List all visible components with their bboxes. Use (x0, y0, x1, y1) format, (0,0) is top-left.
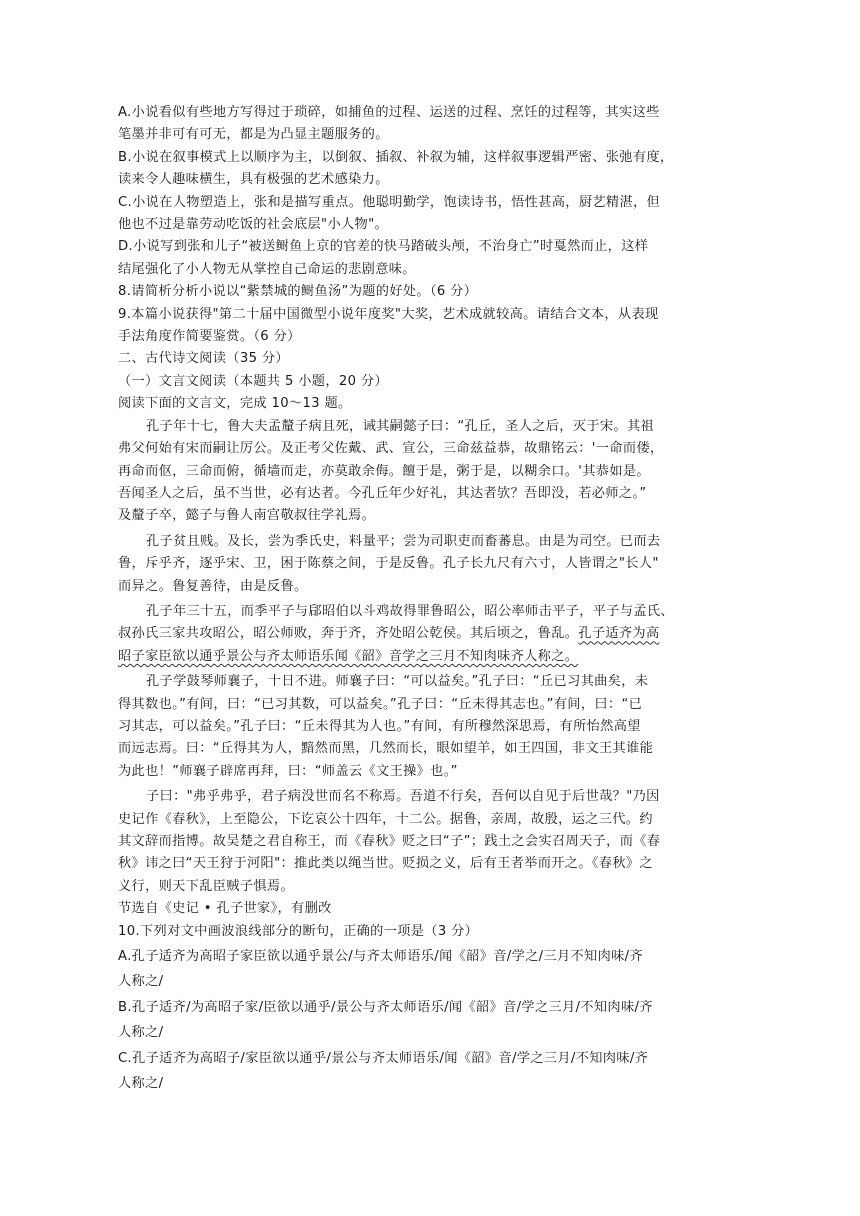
para1-line-2: 弗父何始有宋而嗣让厉公。及正考父佐戴、武、宣公，三命兹益恭，故鼎铭云：'一命而偻， (118, 441, 664, 457)
para5-line-1: 子曰："弗乎弗乎，君子病没世而名不称焉。吾道不行矣，吾何以自见于后世哉？"乃因 (146, 789, 660, 805)
para3-line-3 (118, 646, 740, 668)
option-b-line-1: B.小说在叙事模式上以顺序为主，以倒叙、插叙、补叙为辅，这样叙事逻辑严密、张弛有度， (118, 149, 674, 165)
reading-instruction: 阅读下面的文言文，完成 10～13 题。 (118, 396, 352, 412)
option-c-line-2: 他也不过是靠劳动吃饭的社会底层"小人物"。 (118, 217, 389, 233)
question-9-line-2: 手法角度作简要鉴赏。（6 分） (118, 329, 301, 345)
wavy-underlined-text-cont: 昭子家臣欲以通乎景公与齐太师语乐闻《韶》音学之三月不知肉味齐人称之。 (118, 648, 579, 664)
document-page (118, 102, 740, 1095)
option-b-line-2: 读来令人趣味横生，具有极强的艺术感染力。 (118, 172, 389, 188)
para2-line-3: 而异之。鲁复善待，由是反鲁。 (118, 578, 308, 594)
para1-line-1: 孔子年十七，鲁大夫孟釐子病且死，诫其嗣懿子曰：“孔丘，圣人之后，灭于宋。其祖 (146, 418, 655, 434)
option-d-line-2: 结尾强化了小人物无从掌控自己命运的悲剧意味。 (118, 261, 416, 277)
q10-option-a-line-1: A.孔子适齐为高昭子家臣欲以通乎景公/与齐太师语乐/闻《韶》音/学之/三月不知肉味/齐 (118, 949, 643, 965)
q10-option-c-line-2: 人称之/ (118, 1076, 164, 1092)
question-9-line-1: 9.本篇小说获得"第二十届中国微型小说年度奖"大奖，艺术成就较高。请结合文本，从表现 (118, 306, 659, 322)
para5-line-3: 其文辞而指博。故吴楚之君自称王，而《春秋》贬之曰“子”；践土之会实召周天子，而《春 (118, 834, 661, 849)
option-a-line-2: 笔墨并非可有可无，都是为凸显主题服务的。 (118, 127, 389, 143)
para5-line-2: 史记作《春秋》，上至隐公，下讫哀公十四年，十二公。据鲁，亲周，故殷，运之三代。约 (118, 811, 653, 827)
para1-line-5: 及釐子卒，懿子与鲁人南宫敬叔往学礼焉。 (118, 508, 376, 524)
section-heading-classical: 二、古代诗文阅读（35 分） (118, 351, 289, 367)
subsection-heading-prose: （一）文言文阅读（本题共 5 小题，20 分） (118, 373, 388, 389)
para2-line-1: 孔子贫且贱。及长，尝为季氏史，料量平；尝为司职吏而畜蕃息。由是为司空。已而去 (146, 533, 661, 549)
para2-line-2: 鲁，斥乎齐，逐乎宋、卫，困于陈蔡之间，于是反鲁。孔子长九尺有六寸，人皆谓之"长人" (118, 556, 659, 572)
question-10: 10.下列对文中画波浪线部分的断句，正确的一项是（3 分） (118, 923, 479, 939)
option-d-line-1: D.小说写到张和儿子“被送鲥鱼上京的官差的快马踏破头颅，不治身亡”时戛然而止，这样 (118, 239, 649, 255)
option-a-line-1: A.小说看似有些地方写得过于琐碎，如捕鱼的过程、运送的过程、烹饪的过程等，其实这些 (118, 105, 660, 120)
para5-line-5: 义行，则天下乱臣贼子惧焉。 (118, 878, 294, 894)
q10-option-b-line-2: 人称之/ (118, 1025, 164, 1041)
q10-option-b-line-1: B.孔子适齐/为高昭子家/臣欲以通乎/景公与齐太师语乐/闻《韶》音/学之三月/不知肉味/齐 (118, 999, 653, 1015)
option-c-line-1: C.小说在人物塑造上，张和是描写重点。他聪明勤学，饱读诗书，悟性甚高，厨艺精湛，但 (118, 194, 661, 210)
para4-line-5: 为此也！”师襄子辟席再拜，曰：“师盖云《文王操》也。” (118, 763, 458, 779)
para5-line-4: 秋》讳之曰“天王狩于河阳"：推此类以绳当世。贬损之义，后有王者举而开之。《春秋》之 (118, 856, 653, 872)
para4-line-4: 而远志焉。曰：“丘得其为人，黯然而黑，几然而长，眼如望羊，如王四国，非文王其谁能 (118, 741, 654, 757)
q10-option-a-line-2: 人称之/ (118, 974, 164, 990)
source-citation: 节选自《史记 • 孔子世家》，有删改 (118, 901, 332, 917)
wavy-underlined-text: 孔子适齐为高 (578, 626, 660, 642)
para3-line-2-text: 叔孙氏三家共攻昭公，昭公师败，奔于齐，齐处昭公乾侯。其后顷之，鲁乱。 (118, 626, 579, 642)
para1-line-4: 吾闻圣人之后，虽不当世，必有达者。今孔丘年少好礼，其达者欤？吾即没，若必师之。” (118, 485, 647, 501)
para4-line-3: 习其志，可以益矣。”孔子曰：“丘未得其为人也。”有间，有所穆然深思焉，有所怡然高望 (118, 718, 641, 734)
para1-line-3: 再命而伛，三命而俯，循墙而走，亦莫敢余侮。饘于是，粥于是，以糊余口。'其恭如是。 (118, 463, 650, 479)
para4-line-2: 得其数也。”有间，曰：“已习其数，可以益矣。”孔子曰：“丘未得其志也。”有间，曰：“已 (118, 696, 643, 712)
question-8: 8.请简析分析小说以“紫禁城的鲥鱼汤”为题的好处。（6 分） (118, 284, 478, 300)
para3-line-2 (118, 623, 740, 645)
para4-line-1: 孔子学鼓琴师襄子，十日不进。师襄子曰：“可以益矣。”孔子曰：“丘已习其曲矣，未 (146, 674, 649, 690)
para3-line-1: 孔子年三十五，而季平子与郈昭伯以斗鸡故得罪鲁昭公，昭公率师击平子，平子与孟氏、 (146, 603, 674, 619)
q10-option-c-line-1: C.孔子适齐为高昭子/家臣欲以通乎/景公与齐太师语乐/闻《韶》音/学之三月/不知肉味/齐 (118, 1050, 649, 1066)
